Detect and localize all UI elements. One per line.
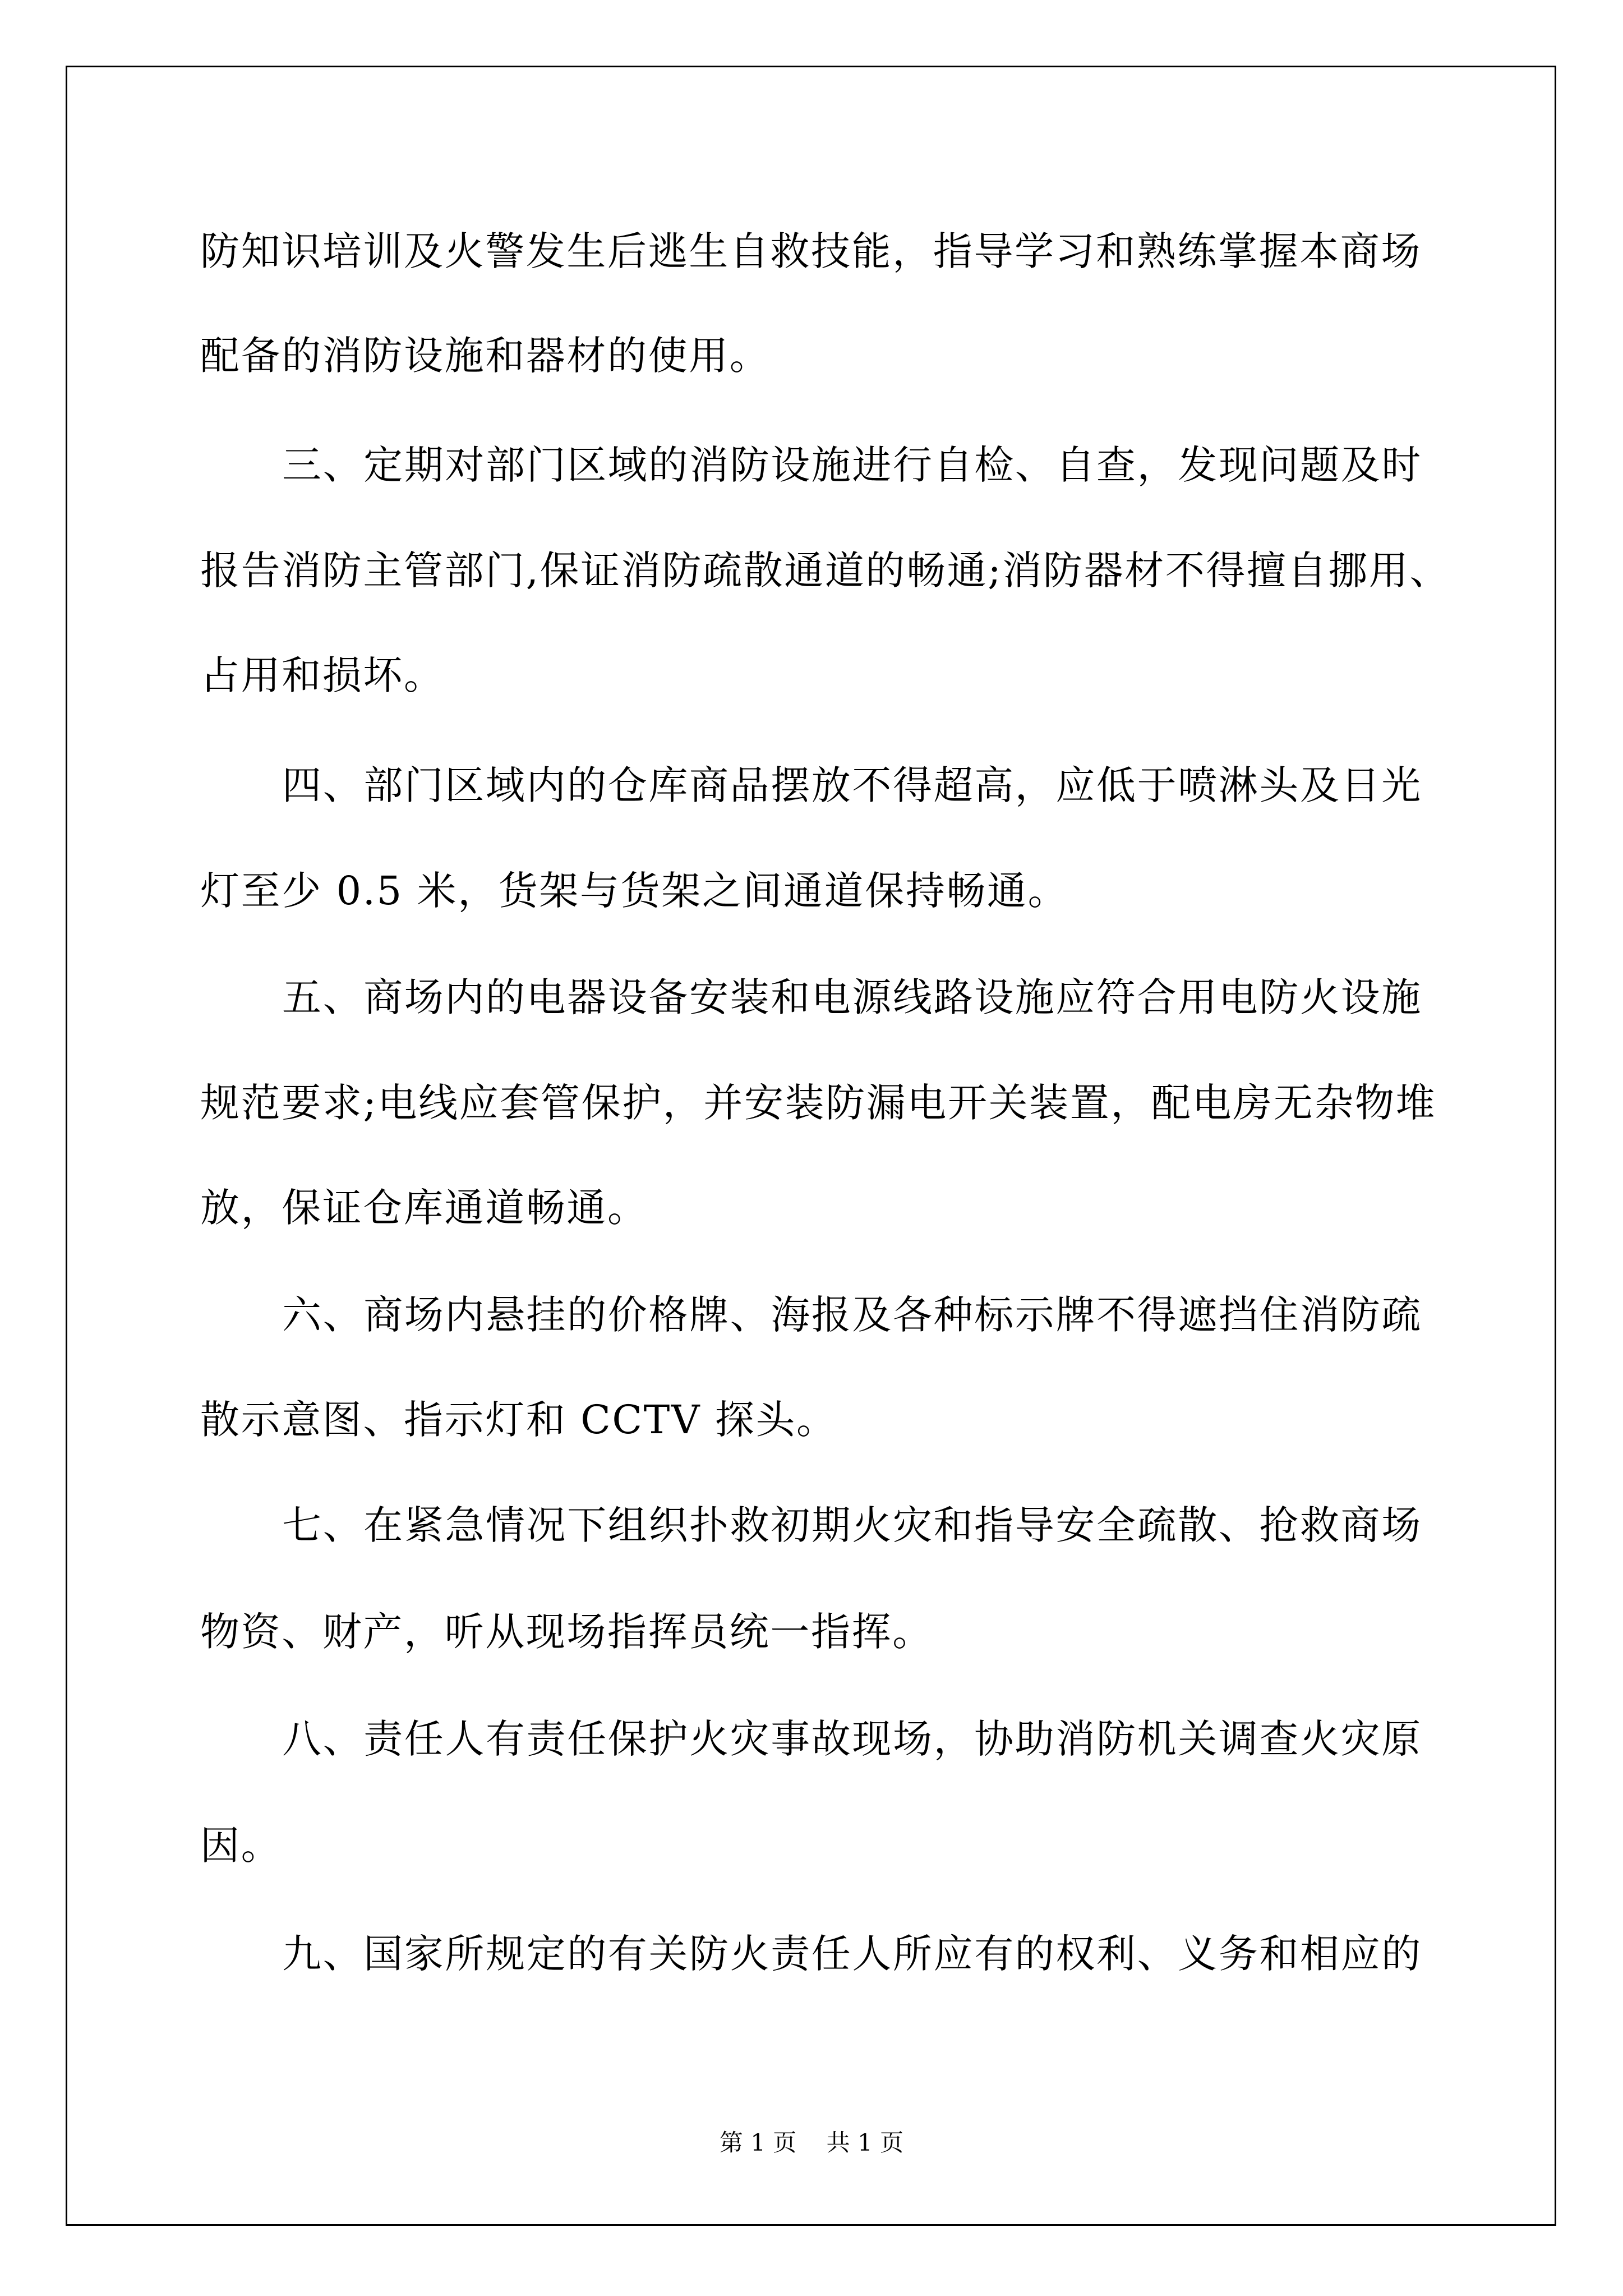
text-line: 配备的消防设施和器材的使用。	[200, 333, 771, 379]
text-line: 灯至少 0.5 米，货架与货架之间通道保持畅通。	[200, 868, 1069, 914]
text-line: 规范要求;电线应套管保护，并安装防漏电开关装置，配电房无杂物堆	[200, 1080, 1437, 1126]
page-total: 共 1 页	[826, 2129, 904, 2156]
text-line: 七、在紧急情况下组织扑救初期火灾和指导安全疏散、抢救商场	[282, 1502, 1422, 1548]
text-line: 物资、财产，听从现场指挥员统一指挥。	[200, 1609, 933, 1655]
text-line: 放，保证仓库通道畅通。	[200, 1185, 648, 1231]
page-footer	[0, 2126, 1623, 2160]
text-line: 三、定期对部门区域的消防设施进行自检、自查，发现问题及时	[282, 442, 1422, 488]
text-line: 散示意图、指示灯和 CCTV 探头。	[200, 1397, 837, 1443]
text-line: 九、国家所规定的有关防火责任人所应有的权利、义务和相应的	[282, 1931, 1422, 1977]
text-line: 因。	[200, 1823, 282, 1869]
page-number: 第 1 页	[719, 2129, 797, 2156]
text-line: 八、责任人有责任保护火灾事故现场，协助消防机关调查火灾原	[282, 1716, 1422, 1762]
text-line: 四、部门区域内的仓库商品摆放不得超高，应低于喷淋头及日光	[282, 762, 1422, 808]
text-line: 五、商场内的电器设备安装和电源线路设施应符合用电防火设施	[282, 974, 1422, 1020]
page-border	[66, 66, 1556, 2226]
text-line: 六、商场内悬挂的价格牌、海报及各种标示牌不得遮挡住消防疏	[282, 1292, 1422, 1338]
text-line: 占用和损坏。	[200, 652, 445, 698]
text-line: 防知识培训及火警发生后逃生自救技能，指导学习和熟练掌握本商场	[200, 228, 1422, 274]
text-line: 报告消防主管部门,保证消防疏散通道的畅通;消防器材不得擅自挪用、	[200, 547, 1451, 593]
